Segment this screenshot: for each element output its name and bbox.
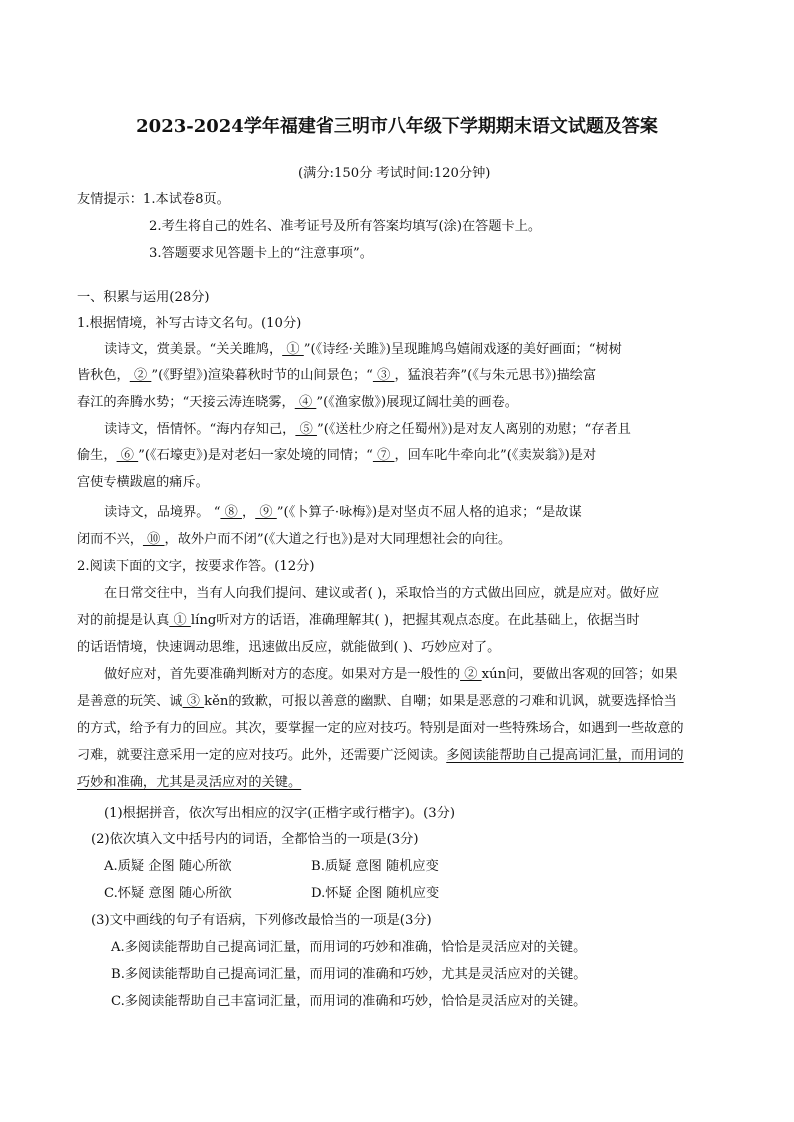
option-d: D.怀疑 企图 随机应变 <box>311 886 440 901</box>
text: ， <box>242 505 256 520</box>
text: 读诗文，赏美景。“关关雎鸠， <box>104 342 283 357</box>
q1-p1-line-2 <box>77 366 596 386</box>
text: ”(《送杜少府之任蜀州》)是对友人离别的劝慰；“存者且 <box>316 422 631 437</box>
question-1-heading: 1.根据情境，补写古诗文名句。(10分) <box>77 316 302 331</box>
text: ”(《卜算子·咏梅》)是对坚贞不屈人格的追求；“是故谋 <box>276 505 582 520</box>
q1-p2-line-3: 宫使专横跋扈的痛斥。 <box>77 475 209 490</box>
text: 春江的奔腾水势；“天接云涛连晓雾， <box>77 395 295 410</box>
text: xún问，要做出客观的回答；如果 <box>481 667 678 682</box>
option-a: A.质疑 企图 随心所欲 <box>104 859 232 874</box>
option-3a: A.多阅读能帮助自己提高词汇量，而用词的巧妙和准确，恰恰是灵活应对的关键。 <box>111 940 587 955</box>
page-title: 2023-2024学年福建省三明市八年级下学期期末语文试题及答案 <box>136 116 658 137</box>
q1-p2-line-2 <box>77 446 596 466</box>
q1-p1-line-1 <box>104 340 622 360</box>
exam-info: (满分:150分 考试时间:120分钟) <box>298 166 491 181</box>
q1-p3-line-1 <box>104 503 582 523</box>
text: 刁难，就要注意采用一定的应对技巧。此外，还需要广泛阅读。 <box>77 748 447 763</box>
option-b: B.质疑 意图 随机应变 <box>311 859 439 874</box>
q1-p3-line-2 <box>77 530 511 550</box>
text: ，回车叱牛牵向北”(《卖炭翁》)是对 <box>394 448 597 463</box>
q2-para1-line-2 <box>77 611 640 631</box>
q2-para2-line-5 <box>77 773 301 793</box>
q2-para2-line-2 <box>77 692 677 712</box>
pinyin-blank-3: ③ <box>182 694 205 709</box>
tip-line-1: 友情提示：1.本试卷8页。 <box>77 192 230 207</box>
q2-para2-line-4 <box>77 746 684 766</box>
text: ”(《野望》)渲染暮秋时节的山间景色；“ <box>151 368 373 383</box>
q2-para2-line-3: 的方式，给予有力的回应。其次，要掌握一定的应对技巧。特别是面对一些特殊场合，如遇到一些故意的 <box>77 721 684 736</box>
text: 是善意的玩笑、诚 <box>77 694 183 709</box>
text: ”(《石壕吏》)是对老妇一家处境的同情；“ <box>138 448 373 463</box>
pinyin-blank-1: ① <box>169 613 191 628</box>
blank-5: ⑤ <box>295 422 317 437</box>
q1-p1-line-3 <box>77 393 518 413</box>
blank-4: ④ <box>294 395 317 410</box>
text: ，故外户而不闭”(《大道之行也》)是对大同理想社会的向往。 <box>164 532 512 547</box>
text: 皆秋色， <box>77 368 130 383</box>
blank-8: ⑧ <box>220 505 243 520</box>
text: kěn的致歉，可报以善意的幽默、自嘲；如果是恶意的刁难和讥讽，就要选择恰当 <box>204 694 677 709</box>
blank-9: ⑨ <box>255 505 277 520</box>
question-2-heading: 2.阅读下面的文字，按要求作答。(12分) <box>77 559 315 574</box>
tip-line-2: 2.考生将自己的姓名、准考证号及所有答案均填写(涂)在答题卡上。 <box>149 219 542 234</box>
text: ，猛浪若奔”(《与朱元思书》)描绘富 <box>394 368 597 383</box>
blank-3: ③ <box>372 368 395 383</box>
section-heading: 一、积累与运用(28分) <box>77 290 210 305</box>
underlined-sentence: 巧妙和准确，尤其是灵活应对的关键。 <box>77 775 302 790</box>
text: 对的前提是认真 <box>77 613 170 628</box>
option-c: C.怀疑 意图 随心所欲 <box>104 886 232 901</box>
blank-7: ⑦ <box>372 448 395 463</box>
underlined-sentence: 多阅读能帮助自己提高词汇量，而用词的 <box>446 748 684 763</box>
text: ”(《诗经·关雎》)呈现雎鸠鸟嬉闹戏逐的美好画面；“树树 <box>303 342 622 357</box>
text: líng听对方的话语，准确理解其( )，把握其观点态度。在此基础上，依据当时 <box>190 613 640 628</box>
q2-para2-line-1 <box>104 665 678 685</box>
text: 闭而不兴， <box>77 532 143 547</box>
tip-line-3: 3.答题要求见答题卡上的“注意事项”。 <box>149 246 373 261</box>
q2-para1-line-3: 的话语情境，快速调动思维，迅速做出反应，就能做到( )、巧妙应对了。 <box>77 640 501 655</box>
text: 偷生， <box>77 448 117 463</box>
option-3b: B.多阅读能帮助自己提高词汇量，而用词的准确和巧妙，尤其是灵活应对的关键。 <box>111 967 587 982</box>
pinyin-blank-2: ② <box>460 667 482 682</box>
text: 做好应对，首先要准确判断对方的态度。如果对方是一般性的 <box>104 667 461 682</box>
blank-6: ⑥ <box>116 448 139 463</box>
option-3c: C.多阅读能帮助自己丰富词汇量，而用词的准确和巧妙，恰恰是灵活应对的关键。 <box>111 994 587 1009</box>
sub-question-3: (3)文中画线的句子有语病，下列修改最恰当的一项是(3分) <box>91 913 432 928</box>
text: 读诗文，品境界。 “ <box>104 505 221 520</box>
text: 读诗文，悟情怀。“海内存知己， <box>104 422 296 437</box>
blank-10: ⑩ <box>142 532 165 547</box>
q1-p2-line-1 <box>104 420 631 440</box>
text: ”(《渔家傲》)展现辽阔壮美的画卷。 <box>316 395 518 410</box>
blank-1: ① <box>282 342 304 357</box>
sub-question-2: (2)依次填入文中括号内的词语，全都恰当的一项是(3分) <box>91 832 419 847</box>
q2-para1-line-1: 在日常交往中，当有人向我们提问、建议或者( )，采取恰当的方式做出回应，就是应对。做好应 <box>104 586 660 601</box>
blank-2: ② <box>129 368 152 383</box>
sub-question-1: (1)根据拼音，依次写出相应的汉字(正楷字或行楷字)。(3分) <box>104 806 455 821</box>
